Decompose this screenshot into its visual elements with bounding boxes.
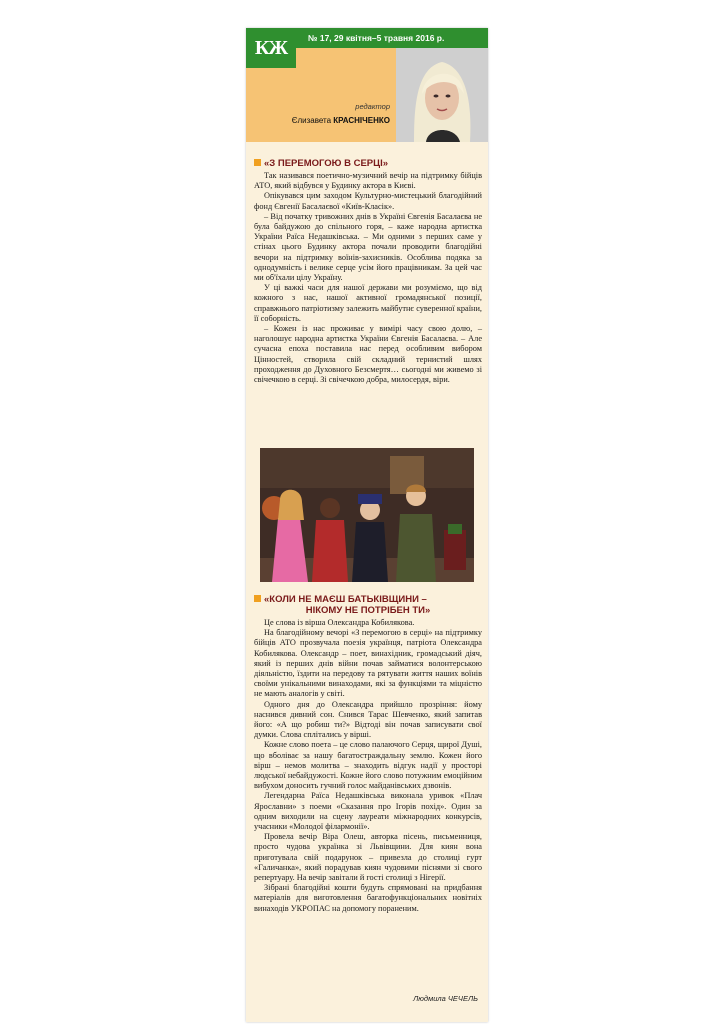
article-2-paragraph: Провела вечір Віра Олеш, авторка пісень, письменниця, просто чудова українка зі Львівщини. Для киян вона приготувала свій подарунок – привезла до столиці гурт «Галичанка», який порадував киян чудовими піснями зі свого репертуару. На вечір завітали й гості столиці з Нігерії. — [254, 832, 482, 883]
editor-role: редактор — [355, 102, 390, 111]
article-1-headline-text: «З ПЕРЕМОГОЮ В СЕРЦІ» — [264, 158, 388, 169]
bullet-square-icon — [254, 595, 261, 602]
article-2-paragraph: Одного дня до Олександра прийшло прозріння: йому наснився дивний сон. Снився Тарас Шевченко, який запитав його: «А що робиш ти?» Відтоді він почав записувати свої думки. Слова сплітались у вірші. — [254, 699, 482, 740]
article-1-headline — [254, 158, 482, 169]
event-photo — [260, 448, 474, 582]
article-1 — [254, 158, 482, 385]
article-2-paragraph: На благодійному вечорі «З перемогою в серці» на підтримку бійців АТО прозвучала поезія українця, патріота Олександра Кобилякова. Олександр – поет, винахідник, громадський діяч, який із перших днів війни почав займатися волонтерською діяльністю, їздити на передову та рятувати життя наших воїнів своїми унікальними винаходами, які за функціями та міцністю не мають аналогів у світі. — [254, 628, 482, 699]
editor-first-name: Єлизавета — [291, 116, 334, 125]
article-2-headline-line-2: НІКОМУ НЕ ПОТРІБЕН ТИ» — [305, 605, 431, 616]
article-2-paragraph: Це слова із вірша Олександра Кобилякова. — [264, 618, 415, 627]
article-2-paragraph: Кожне слово поета – це слово палаючого Серця, щирої Душі, що вболіває за нашу багатостраждальну землю. Кожен його вірш – немов молитва – знаходить відгук надії у просторі людської небайдужості. Кожне його слово потужним емоційним вибухом доносить гучний голос майданівських дзвонів. — [254, 740, 482, 791]
newspaper-page — [246, 28, 488, 1022]
editor-portrait — [396, 48, 488, 142]
article-2-headline — [254, 594, 482, 616]
article-1-paragraph: Так називався поетично-музичний вечір на підтримку бійців АТО, який відбувся у Будинку актора в Києві. — [254, 171, 482, 191]
event-photo-image — [260, 448, 474, 582]
editor-name — [292, 116, 390, 125]
article-2-paragraph: Зібрані благодійні кошти будуть спрямовані на придбання матеріалів для виготовлення багатофункціональних новітніх винаходів УКРОПАС на допомогу пораненим. — [254, 883, 482, 913]
editor-last-name: КРАСНІЧЕНКО — [333, 116, 390, 125]
editor-portrait-image — [396, 48, 488, 142]
issue-date: № 17, 29 квітня–5 травня 2016 р. — [296, 28, 488, 48]
bullet-square-icon — [254, 159, 261, 166]
article-2 — [254, 594, 482, 914]
article-1-paragraph: – Кожен із нас проживає у вимірі часу свою долю, – наголошує народна артистка України Євгенія Басалаєва. – Але сучасна епоха поставила нас перед особливим вибором Цінностей, створила свій складний тернистий шлях проходження до Духовного Безсмертя… сьогодні ми живемо зі свічечкою в серці. Зі свічечкою добра, милосердя, віри. — [254, 324, 482, 385]
header-band — [296, 48, 396, 68]
article-1-paragraph: – Від початку тривожних днів в Україні Євгенія Басалаєва не була байдужою до спільного горя, – каже народна артистка України Раїса Недашківська. – Ми одними з перших саме у стінах цього Будинку актора почали проводити благодійні вечори на підтримку воїнів-захисників. Особлива подяка за однодумність і велике серце усім його працівникам. За цей час ми об'їхали цілу Україну. — [254, 211, 482, 283]
article-1-paragraph: У ці важкі часи для нашої держави ми розуміємо, що від кожного з нас, нашої активної громадянської позиції, справжнього патріотизму залежить майбутнє суверенної країни, її соборність. — [254, 283, 482, 323]
author-signature: Людмила ЧЕЧЕЛЬ — [413, 994, 478, 1003]
masthead — [246, 28, 488, 142]
article-1-paragraph: Опікувався цим заходом Культурно-мистецький благодійний фонд Євгенії Басалаєвої «Київ-Класік». — [254, 191, 482, 211]
article-2-headline-line-1: «КОЛИ НЕ МАЄШ БАТЬКІВЩИНИ – — [264, 594, 427, 605]
publication-logo: КЖ — [246, 28, 296, 68]
article-2-paragraph: Легендарна Раїса Недашківська виконала уривок «Плач Ярославни» з поеми «Сказання про Ігорів похід». Один за одним виходили на сцену лауреати міжнародних конкурсів, учасники «Молодої філармонії». — [254, 791, 482, 832]
